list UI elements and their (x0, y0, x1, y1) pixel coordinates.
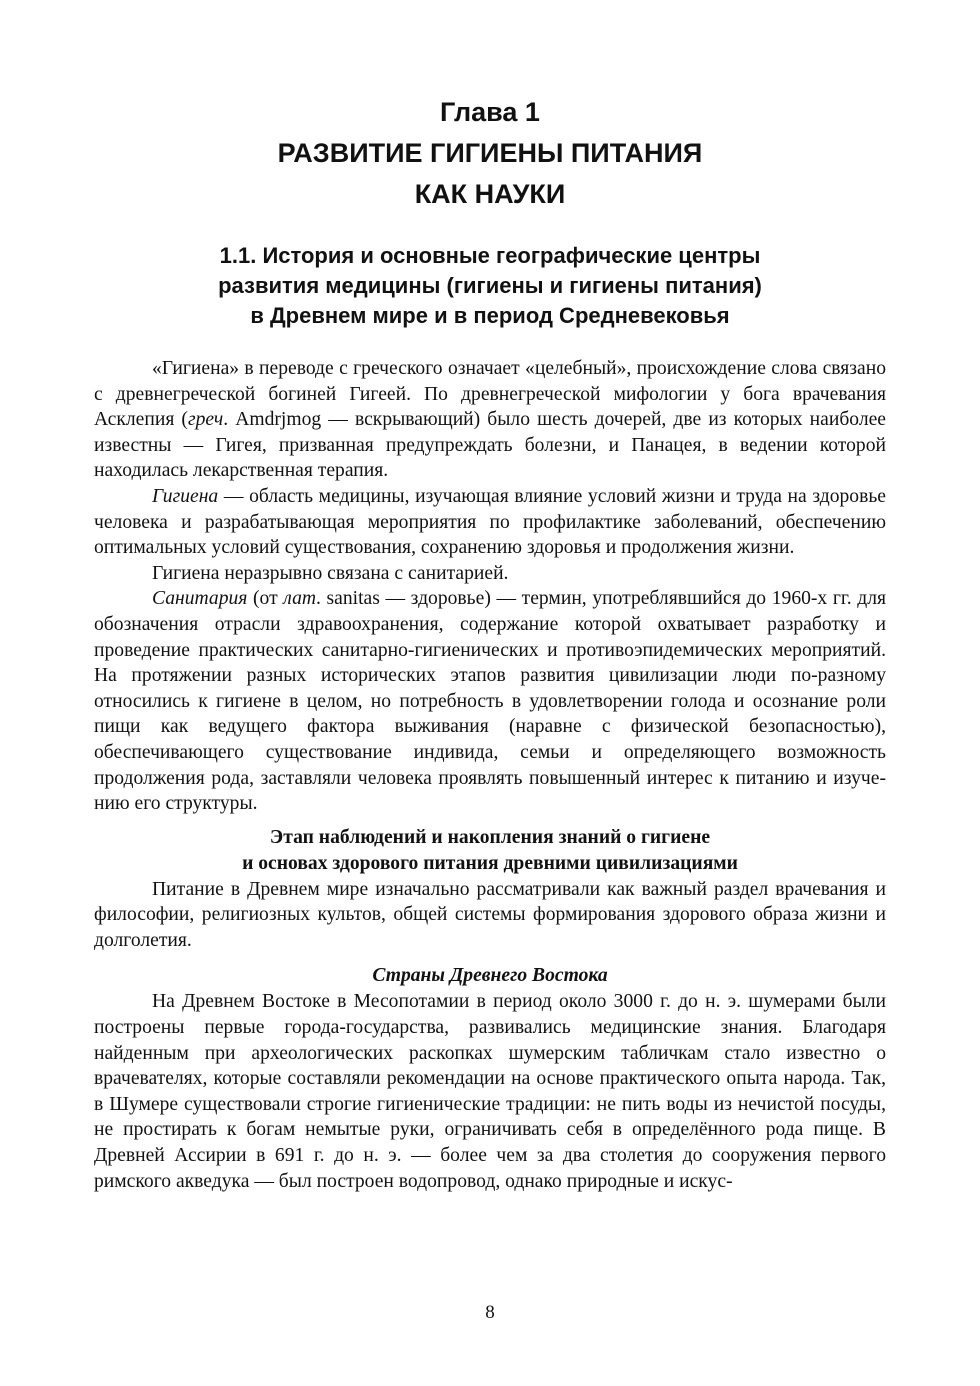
section-heading-line1: 1.1. История и основные географические центры (219, 243, 761, 268)
paragraph-hygiene-sanitation: Гигиена неразрывно связана с санитарией. (152, 562, 509, 584)
paragraph-text: . Amdrjmog — вскрывающий) было шесть дочерей, две из которых наиболее известны — Гигея, призванная предупреждать болезни, и Панацея, в ведении которой находилась лекарственная терапия. (94, 409, 887, 482)
term-sanitation: Санитария (152, 588, 248, 610)
paragraph-hygiene-definition (94, 484, 886, 561)
paragraph-text: (от (247, 588, 284, 610)
paragraph-text: — область медицины, изучающая влияние условий жизни и труда на здоровье человека и разрабатывающая мероприятия по профилактике заболеваний, обеспечению оптимальных условий существования, сохранению здоровья и продолжения жизни. (94, 485, 886, 559)
subsection-heading-line2: и основах здорового питания древними цивилизациями (242, 852, 738, 874)
abbrev-latin: лат (283, 588, 317, 610)
paragraph-hygiene-origin (94, 356, 886, 484)
chapter-label: Глава 1 (440, 97, 540, 127)
chapter-title-line2: КАК НАУКИ (414, 179, 566, 209)
term-hygiene: Гигиена (152, 485, 219, 507)
abbrev-greek: греч (187, 409, 224, 431)
subsection-heading (94, 825, 886, 877)
region-heading: Страны Древнего Востока (372, 965, 608, 987)
section-heading-line2: развития медицины (гигиены и гигиены питания) (218, 273, 762, 298)
chapter-heading (94, 92, 886, 215)
paragraph-sanitation-definition (94, 586, 886, 816)
paragraph-text: «Гигиена» в переводе с греческого означает «целебный», происхождение слова связано с древнегреческой богиней Гигеей. По древнегреческой мифологии у бога врачевания Асклепия ( (94, 358, 886, 431)
page-number: 8 (485, 1302, 495, 1323)
paragraph-text: . sanitas — здоровье) — термин, употреблявшийся до 1960-х гг. для обозначения отрасли здравоохранения, содержание которой охватывает разработку и проведение практических санитарно-гигиенических и противоэпидемических мероприятий. На протяжении разных исторических этапов развития цивилизации люди по-разному относились к гигиене в целом, но потребность в удовлетворении голода и осознание роли пищи как ведущего фактора выживания (наравне с физической безопасностью), обеспечивающего существование индивида, семьи и определяющего возможность продолжения рода, заставляли человека проявлять повышенный интерес к питанию и изучению его структуры. (94, 588, 886, 815)
paragraph-ancient-nutrition: Питание в Древнем мире изначально рассматривали как важный раздел врачевания и философии, религиозных культов, общей системы формирования здорового образа жизни и долголетия. (94, 878, 886, 951)
page-content (94, 92, 886, 1194)
paragraph-ancient-east: На Древнем Востоке в Месопотамии в период около 3000 г. до н. э. шумерами были построены первые города-государства, развивались медицинские знания. Благодаря найденным при археологических раскопках шумерским табличкам стало известно о врачевателях, которые составляли рекомендации на основе практического опыта народа. Так, в Шумере существовали строгие гигиенические традиции: не пить воды из нечистой посуды, не простирать к богам немытые руки, ограничивать себя в определённого рода пище. В Древней Ассирии в 691 г. до н. э. — более чем за два столетия до сооружения первого римского акведука — был построен водопровод, однако природные и искус- (94, 991, 886, 1192)
section-heading-line3: в Древнем мире и в период Средневековья (250, 303, 730, 328)
section-heading (94, 241, 886, 331)
chapter-title-line1: РАЗВИТИЕ ГИГИЕНЫ ПИТАНИЯ (277, 138, 703, 168)
subsection-heading-line1: Этап наблюдений и накопления знаний о гигиене (269, 826, 711, 848)
